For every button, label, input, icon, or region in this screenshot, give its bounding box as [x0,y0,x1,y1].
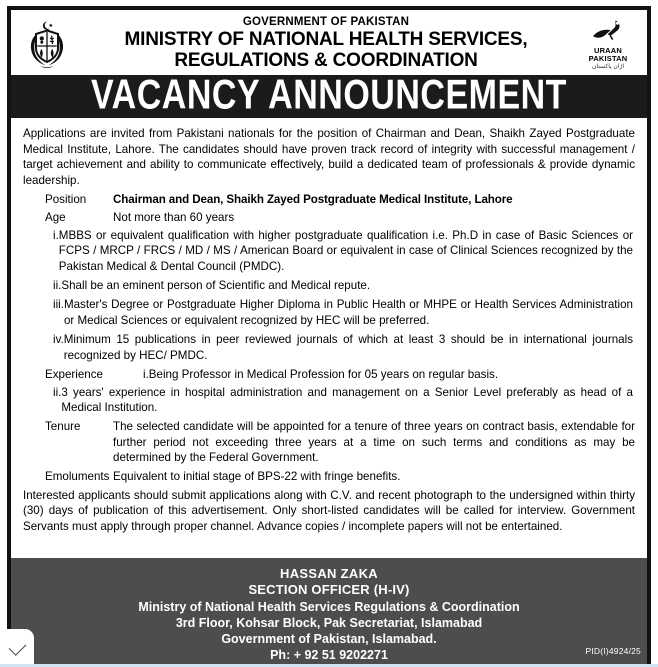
field-value: The selected candidate will be appointed for a tenure of three years on contract basis, extendable for further period not exceeding three years at a time on such terms and conditions as may be determined by the Federal Government. [113,420,635,465]
sublist-item [23,297,635,328]
closing-paragraph: Interested applicants should submit applications along with C.V. and recent photograph to the undersigned within thirty (30) days of publication of this advertisement. Only short-listed candidates will be called for interview. Government Servants must apply through proper channel. Advance copies / incomplete papers will not be entertained. [23,488,635,533]
vacancy-announcement-banner [11,72,647,119]
field-row-position [23,192,635,207]
field-row-age [23,210,635,363]
field-value: Chairman and Dean, Shaikh Zayed Postgraduate Medical Institute, Lahore [113,193,513,207]
uraan-urdu-text: اڑان پاکستان [591,63,625,70]
footer-address-line-1: 3rd Floor, Kohsar Block, Pak Secretariat, Islamabad [175,616,483,630]
uraan-name-line-2: PAKISTAN [588,54,628,64]
masthead-text [73,16,579,71]
ministry-line-1: MINISTRY OF NATIONAL HEALTH SERVICES, [124,28,528,50]
sublist-text: Shall be an eminent person of Scientific and Medical repute. [61,279,371,293]
sublist-text: 3 years' experience in hospital administration and management on a Senior Level preferably as head of a Medical Institution. [61,385,633,414]
ministry-line-2: REGULATIONS & COORDINATION [174,50,478,72]
fields-list [23,192,635,484]
intro-paragraph: Applications are invited from Pakistani nationals for the position of Chairman and Dean, Shaikh Zayed Postgraduate Medical Institute, Lahore. The candidates should have proven track record of integrity with successful management / target achievement and ability to communicate effectively, build a dedicated team of professionals & provide dynamic leadership. [23,127,635,187]
field-row-emoluments [23,469,635,484]
field-row-experience [23,367,635,415]
sublist-text: Being Professor in Medical Profession for 05 years on regular basis. [148,368,499,382]
sublist-text: Minimum 15 publications in peer reviewed journals of which at least 3 should be in international journals recognized by HEC/ PMDC. [63,333,633,362]
field-label: Emoluments [45,469,110,483]
checkmark-icon [8,638,26,656]
uraan-pakistan-logo-icon [579,18,637,70]
pid-reference: PID(I)4924/25 [585,646,641,657]
footer-phone: Ph: + 92 51 9202271 [270,648,388,662]
field-sublist-age [23,228,635,363]
sublist-number: i. [143,368,149,382]
sublist-item [23,278,635,293]
government-line: GOVERNMENT OF PAKISTAN [242,16,410,28]
field-sublist-experience [23,385,635,416]
sublist-number: ii. [53,279,62,293]
field-label: Position [45,193,87,207]
advertisement-body [11,118,647,534]
sublist-item [23,332,635,363]
footer-ministry: Ministry of National Health Services Regulations & Coordination [138,600,520,614]
uraan-name-line-1: URAAN [593,45,623,55]
sublist-item [23,385,635,416]
banner-title: VACANCY ANNOUNCEMENT [91,72,567,119]
field-value: Not more than 60 years [113,211,235,225]
sublist-number: ii. [53,385,62,399]
footer-contact-block [11,558,647,667]
masthead [11,10,647,75]
field-row-tenure [23,419,635,465]
footer-address-line-2: Government of Pakistan, Islamabad. [221,632,437,646]
field-label: Tenure [45,420,81,434]
download-complete-chip[interactable] [0,629,34,667]
pakistan-state-emblem-icon [21,19,73,69]
sublist-number: iv. [53,333,64,347]
officer-designation: SECTION OFFICER (H-IV) [248,582,410,598]
officer-name: HASSAN ZAKA [280,565,378,581]
field-value: Equivalent to initial stage of BPS-22 with fringe benefits. [113,469,401,483]
advertisement-frame [7,6,651,667]
sublist-item [23,228,635,274]
sublist-text: MBBS or equivalent qualification with higher postgraduate qualification i.e. Ph.D in case of Basic Sciences or FCPS / MRCP / FRCS / MD / MS / American Board or equivalent in case of Clinical Sciences recognized by the Pakistan Medical & Dental Council (PMDC). [58,228,633,273]
sublist-number: iii. [53,298,64,312]
sublist-text: Master's Degree or Postgraduate Higher Diploma in Public Health or MHPE or Health Services Administration or Medical Sciences or equivalent recognized by HEC will be preferred. [63,298,633,327]
sublist-number: i. [53,228,59,242]
field-label: Age [45,211,66,225]
field-label: Experience [45,368,104,382]
